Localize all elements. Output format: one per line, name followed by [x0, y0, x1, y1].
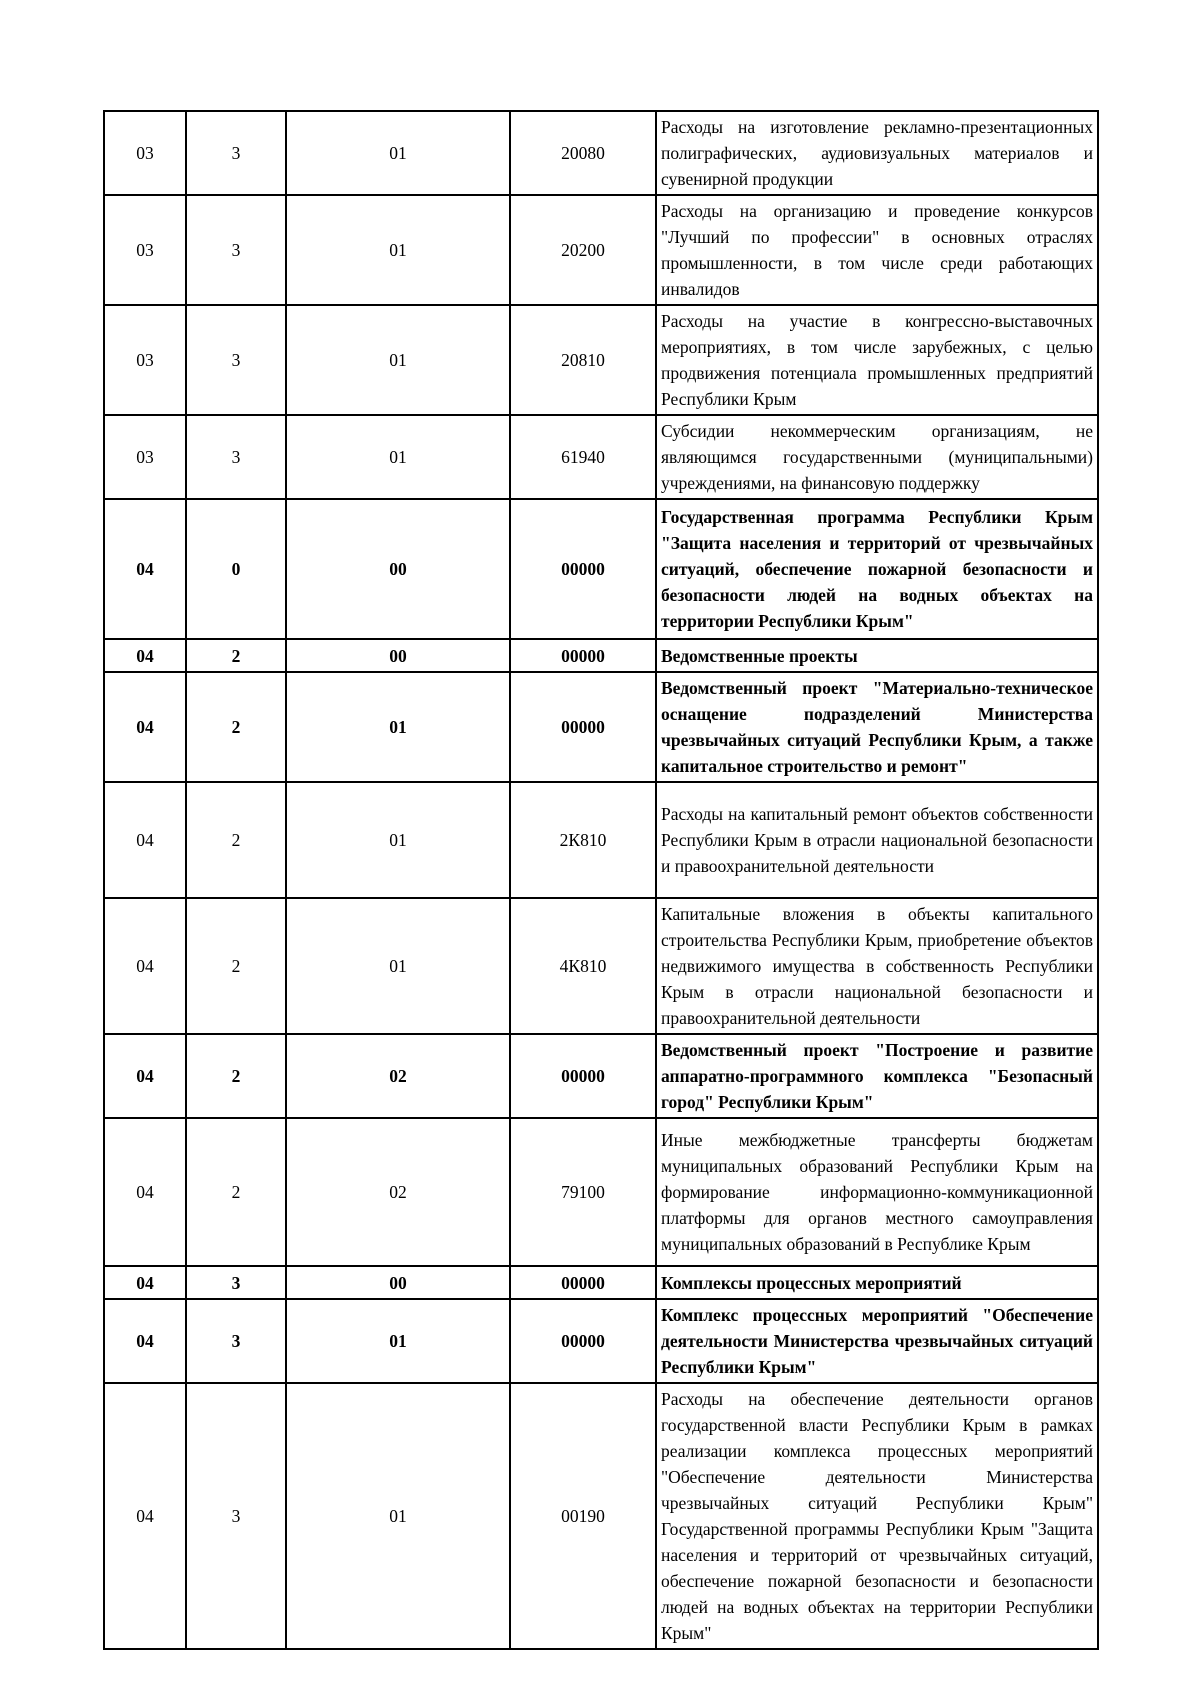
description-cell: Ведомственные проекты — [656, 639, 1098, 672]
table-row — [104, 672, 1098, 782]
program-code-cell: 04 — [104, 1266, 186, 1299]
main-event-code-cell: 01 — [286, 782, 510, 898]
direction-code-cell: 00000 — [510, 499, 656, 639]
main-event-code-cell: 01 — [286, 111, 510, 195]
main-event-code-cell: 00 — [286, 499, 510, 639]
main-event-code-cell: 01 — [286, 898, 510, 1034]
table-row — [104, 499, 1098, 639]
table-row — [104, 782, 1098, 898]
table-row — [104, 1383, 1098, 1649]
direction-code-cell: 00000 — [510, 672, 656, 782]
main-event-code-cell: 01 — [286, 415, 510, 499]
subprogram-code-cell: 3 — [186, 195, 286, 305]
program-code-cell: 04 — [104, 1118, 186, 1266]
direction-code-cell: 00000 — [510, 1299, 656, 1383]
program-code-cell: 03 — [104, 195, 186, 305]
subprogram-code-cell: 0 — [186, 499, 286, 639]
table-row — [104, 195, 1098, 305]
budget-classification-table — [103, 110, 1099, 1650]
program-code-cell: 04 — [104, 898, 186, 1034]
direction-code-cell: 00190 — [510, 1383, 656, 1649]
description-cell: Ведомственный проект "Построение и развитие аппаратно-программного комплекса "Безопасный город" Республики Крым" — [656, 1034, 1098, 1118]
program-code-cell: 04 — [104, 1034, 186, 1118]
table-row — [104, 415, 1098, 499]
subprogram-code-cell: 3 — [186, 1383, 286, 1649]
main-event-code-cell: 01 — [286, 672, 510, 782]
subprogram-code-cell: 3 — [186, 111, 286, 195]
main-event-code-cell: 00 — [286, 639, 510, 672]
direction-code-cell: 00000 — [510, 1266, 656, 1299]
program-code-cell: 03 — [104, 305, 186, 415]
subprogram-code-cell: 2 — [186, 1034, 286, 1118]
direction-code-cell: 00000 — [510, 1034, 656, 1118]
description-cell: Расходы на участие в конгрессно-выставочных мероприятиях, в том числе зарубежных, с целью продвижения потенциала промышленных предприятий Республики Крым — [656, 305, 1098, 415]
description-cell: Государственная программа Республики Крым "Защита населения и территорий от чрезвычайных ситуаций, обеспечение пожарной безопасности и безопасности людей на водных объектах на территории Республики Крым" — [656, 499, 1098, 639]
description-cell: Расходы на организацию и проведение конкурсов "Лучший по профессии" в основных отраслях промышленности, в том числе среди работающих инвалидов — [656, 195, 1098, 305]
description-cell: Субсидии некоммерческим организациям, не являющимся государственными (муниципальными) учреждениями, на финансовую поддержку — [656, 415, 1098, 499]
direction-code-cell: 20810 — [510, 305, 656, 415]
table-row — [104, 1034, 1098, 1118]
description-cell: Капитальные вложения в объекты капитального строительства Республики Крым, приобретение объектов недвижимого имущества в собственность Республики Крым в отрасли национальной безопасности и правоохранительной деятельности — [656, 898, 1098, 1034]
subprogram-code-cell: 2 — [186, 639, 286, 672]
program-code-cell: 04 — [104, 639, 186, 672]
main-event-code-cell: 01 — [286, 1383, 510, 1649]
description-cell: Комплексы процессных мероприятий — [656, 1266, 1098, 1299]
main-event-code-cell: 00 — [286, 1266, 510, 1299]
table-row — [104, 1266, 1098, 1299]
table-row — [104, 111, 1098, 195]
subprogram-code-cell: 2 — [186, 898, 286, 1034]
description-cell: Комплекс процессных мероприятий "Обеспечение деятельности Министерства чрезвычайных ситуаций Республики Крым" — [656, 1299, 1098, 1383]
table-row — [104, 898, 1098, 1034]
subprogram-code-cell: 2 — [186, 1118, 286, 1266]
main-event-code-cell: 02 — [286, 1118, 510, 1266]
description-cell: Расходы на капитальный ремонт объектов собственности Республики Крым в отрасли национальной безопасности и правоохранительной деятельности — [656, 782, 1098, 898]
program-code-cell: 04 — [104, 672, 186, 782]
direction-code-cell: 79100 — [510, 1118, 656, 1266]
description-cell: Расходы на изготовление рекламно-презентационных полиграфических, аудиовизуальных материалов и сувенирной продукции — [656, 111, 1098, 195]
table-row — [104, 1299, 1098, 1383]
table-row — [104, 639, 1098, 672]
subprogram-code-cell: 3 — [186, 1266, 286, 1299]
subprogram-code-cell: 3 — [186, 1299, 286, 1383]
table-row — [104, 1118, 1098, 1266]
direction-code-cell: 20200 — [510, 195, 656, 305]
direction-code-cell: 20080 — [510, 111, 656, 195]
program-code-cell: 04 — [104, 1383, 186, 1649]
main-event-code-cell: 02 — [286, 1034, 510, 1118]
direction-code-cell: 61940 — [510, 415, 656, 499]
subprogram-code-cell: 3 — [186, 305, 286, 415]
description-cell: Ведомственный проект "Материально-техническое оснащение подразделений Министерства чрезвычайных ситуаций Республики Крым, а также капитальное строительство и ремонт" — [656, 672, 1098, 782]
subprogram-code-cell: 2 — [186, 672, 286, 782]
program-code-cell: 03 — [104, 415, 186, 499]
program-code-cell: 04 — [104, 1299, 186, 1383]
main-event-code-cell: 01 — [286, 1299, 510, 1383]
description-cell: Расходы на обеспечение деятельности органов государственной власти Республики Крым в рамках реализации комплекса процессных мероприятий "Обеспечение деятельности Министерства чрезвычайных ситуаций Республики Крым" Государственной программы Республики Крым "Защита населения и территорий от чрезвычайных ситуаций, обеспечение пожарной безопасности и безопасности людей на водных объектах на территории Республики Крым" — [656, 1383, 1098, 1649]
program-code-cell: 03 — [104, 111, 186, 195]
subprogram-code-cell: 2 — [186, 782, 286, 898]
program-code-cell: 04 — [104, 499, 186, 639]
direction-code-cell: 00000 — [510, 639, 656, 672]
main-event-code-cell: 01 — [286, 305, 510, 415]
main-event-code-cell: 01 — [286, 195, 510, 305]
direction-code-cell: 2К810 — [510, 782, 656, 898]
direction-code-cell: 4К810 — [510, 898, 656, 1034]
description-cell: Иные межбюджетные трансферты бюджетам муниципальных образований Республики Крым на формирование информационно-коммуникационной платформы для органов местного самоуправления муниципальных образований в Республике Крым — [656, 1118, 1098, 1266]
table-row — [104, 305, 1098, 415]
subprogram-code-cell: 3 — [186, 415, 286, 499]
program-code-cell: 04 — [104, 782, 186, 898]
